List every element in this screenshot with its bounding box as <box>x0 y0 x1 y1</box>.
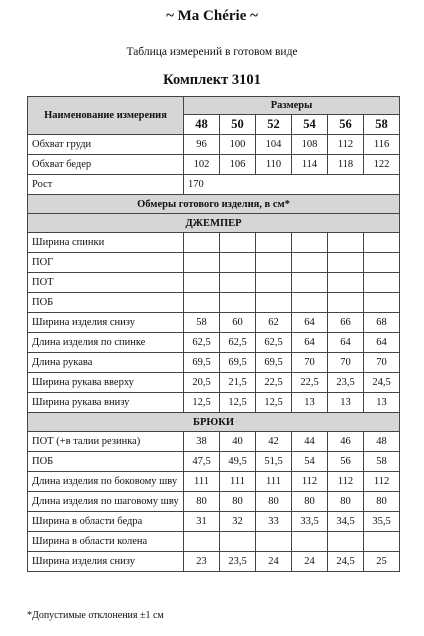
measurement-value: 44 <box>292 432 328 452</box>
measurement-label: Длина изделия по шаговому шву <box>28 492 184 512</box>
measurement-value: 23,5 <box>328 373 364 393</box>
measurement-value: 62,5 <box>256 333 292 353</box>
measurement-label: Длина изделия по боковому шву <box>28 472 184 492</box>
measurement-value <box>220 273 256 293</box>
measurement-value: 42 <box>256 432 292 452</box>
garment-section-header <box>28 195 400 214</box>
measurement-value <box>220 233 256 253</box>
measurement-value <box>184 293 220 313</box>
measurement-value <box>220 532 256 552</box>
product-heading: Комплект 3101 <box>163 72 261 88</box>
trousers-row <box>28 532 400 552</box>
jumper-row <box>28 293 400 313</box>
height-label: Рост <box>28 175 184 195</box>
measurement-value <box>184 273 220 293</box>
measurement-value <box>220 293 256 313</box>
measurement-value: 54 <box>292 452 328 472</box>
measurement-value: 58 <box>364 452 400 472</box>
measurement-value: 48 <box>364 432 400 452</box>
measurement-label: Длина изделия по спинке <box>28 333 184 353</box>
measurement-value: 64 <box>364 333 400 353</box>
measurement-value: 68 <box>364 313 400 333</box>
jumper-section-header: ДЖЕМПЕР <box>28 214 400 233</box>
size-cell: 58 <box>364 115 400 135</box>
jumper-row <box>28 253 400 273</box>
measurement-value: 24,5 <box>364 373 400 393</box>
measurement-value <box>364 233 400 253</box>
measurement-value: 122 <box>364 155 400 175</box>
trousers-row <box>28 552 400 572</box>
measurement-label: Обхват груди <box>28 135 184 155</box>
jumper-row <box>28 373 400 393</box>
measurement-value <box>256 293 292 313</box>
measurement-value <box>184 253 220 273</box>
measurement-value: 22,5 <box>292 373 328 393</box>
jumper-row <box>28 233 400 253</box>
measurement-label: ПОГ <box>28 253 184 273</box>
body-measurement-row <box>28 135 400 155</box>
measurement-value: 22,5 <box>256 373 292 393</box>
measurement-value: 69,5 <box>184 353 220 373</box>
measurement-value: 24 <box>292 552 328 572</box>
measurement-label: ПОБ <box>28 452 184 472</box>
measurement-value: 62,5 <box>184 333 220 353</box>
measurement-value: 112 <box>364 472 400 492</box>
measurement-value: 32 <box>220 512 256 532</box>
measurement-value: 69,5 <box>256 353 292 373</box>
measurement-value: 80 <box>256 492 292 512</box>
trousers-section-header <box>28 413 400 432</box>
measurement-value <box>328 273 364 293</box>
measurement-value <box>184 233 220 253</box>
brand-title: ~ Ma Chérie ~ <box>166 8 258 24</box>
measurement-value: 24,5 <box>328 552 364 572</box>
measurement-value: 80 <box>364 492 400 512</box>
measurement-value: 70 <box>292 353 328 373</box>
measurement-value: 56 <box>328 452 364 472</box>
jumper-row <box>28 333 400 353</box>
measurement-label: Ширина изделия снизу <box>28 552 184 572</box>
measurement-value <box>292 532 328 552</box>
jumper-row <box>28 353 400 373</box>
measurement-value <box>328 293 364 313</box>
body-measurement-row <box>28 155 400 175</box>
measurement-value: 35,5 <box>364 512 400 532</box>
measurement-value <box>184 532 220 552</box>
measurement-value: 80 <box>220 492 256 512</box>
measurement-value: 49,5 <box>220 452 256 472</box>
measurement-value <box>292 293 328 313</box>
size-cell: 56 <box>328 115 364 135</box>
measurement-value <box>256 233 292 253</box>
measurement-value <box>328 532 364 552</box>
size-cell: 50 <box>220 115 256 135</box>
measurement-value: 24 <box>256 552 292 572</box>
measurement-value: 66 <box>328 313 364 333</box>
measurement-value: 108 <box>292 135 328 155</box>
measurement-label: Ширина спинки <box>28 233 184 253</box>
trousers-row <box>28 452 400 472</box>
sizes-header: Размеры <box>184 97 400 115</box>
measurement-value: 80 <box>184 492 220 512</box>
measurement-name-header: Наименование измерения <box>28 97 184 135</box>
measurement-value: 20,5 <box>184 373 220 393</box>
size-cell: 48 <box>184 115 220 135</box>
measurement-value: 62,5 <box>220 333 256 353</box>
measurement-label: Ширина в области колена <box>28 532 184 552</box>
footnote: *Допустимые отклонения ±1 см <box>27 610 164 621</box>
measurement-value: 106 <box>220 155 256 175</box>
measurement-value: 23,5 <box>220 552 256 572</box>
trousers-row <box>28 432 400 452</box>
measurement-value <box>256 253 292 273</box>
measurement-value: 110 <box>256 155 292 175</box>
measurement-value: 31 <box>184 512 220 532</box>
measurement-value: 33,5 <box>292 512 328 532</box>
measurement-value: 114 <box>292 155 328 175</box>
measurement-value: 38 <box>184 432 220 452</box>
height-value: 170 <box>184 175 400 195</box>
measurement-value: 21,5 <box>220 373 256 393</box>
measurement-value: 13 <box>328 393 364 413</box>
jumper-row <box>28 313 400 333</box>
measurement-value: 40 <box>220 432 256 452</box>
measurement-value: 12,5 <box>220 393 256 413</box>
trousers-row <box>28 472 400 492</box>
height-row <box>28 175 400 195</box>
measurement-label: Ширина изделия снизу <box>28 313 184 333</box>
measurement-value: 111 <box>184 472 220 492</box>
measurement-value <box>364 253 400 273</box>
measurement-value: 34,5 <box>328 512 364 532</box>
measurement-value: 69,5 <box>220 353 256 373</box>
measurement-label: Ширина в области бедра <box>28 512 184 532</box>
measurement-value <box>364 532 400 552</box>
measurement-value <box>364 293 400 313</box>
measurement-value: 58 <box>184 313 220 333</box>
measurement-value: 64 <box>292 313 328 333</box>
measurement-label: Ширина рукава внизу <box>28 393 184 413</box>
measurement-value: 118 <box>328 155 364 175</box>
measurement-value: 111 <box>256 472 292 492</box>
measurement-label: ПОТ <box>28 273 184 293</box>
measurement-value <box>256 532 292 552</box>
measurement-label: ПОБ <box>28 293 184 313</box>
measurement-value: 12,5 <box>184 393 220 413</box>
measurement-value: 13 <box>292 393 328 413</box>
jumper-section-header <box>28 214 400 233</box>
measurement-value: 116 <box>364 135 400 155</box>
measurement-value: 12,5 <box>256 393 292 413</box>
measurement-value: 111 <box>220 472 256 492</box>
measurement-value: 23 <box>184 552 220 572</box>
measurement-label: ПОТ (+в талии резинка) <box>28 432 184 452</box>
measurement-value <box>220 253 256 273</box>
jumper-row <box>28 393 400 413</box>
measurement-value: 112 <box>328 472 364 492</box>
trousers-row <box>28 512 400 532</box>
trousers-row <box>28 492 400 512</box>
measurement-value: 51,5 <box>256 452 292 472</box>
measurement-value: 112 <box>292 472 328 492</box>
measurements-table <box>27 96 400 572</box>
measurement-value <box>328 253 364 273</box>
measurement-value <box>292 233 328 253</box>
measurement-value: 70 <box>364 353 400 373</box>
jumper-row <box>28 273 400 293</box>
measurement-value <box>256 273 292 293</box>
measurement-value: 70 <box>328 353 364 373</box>
measurement-value: 33 <box>256 512 292 532</box>
measurement-value: 25 <box>364 552 400 572</box>
measurement-label: Ширина рукава вверху <box>28 373 184 393</box>
measurement-value: 64 <box>292 333 328 353</box>
garment-section-header: Обмеры готового изделия, в см* <box>28 195 400 214</box>
trousers-section-header: БРЮКИ <box>28 413 400 432</box>
measurement-value: 80 <box>328 492 364 512</box>
measurement-value: 100 <box>220 135 256 155</box>
measurement-label: Длина рукава <box>28 353 184 373</box>
measurement-value: 104 <box>256 135 292 155</box>
size-cell: 54 <box>292 115 328 135</box>
measurement-value: 96 <box>184 135 220 155</box>
measurement-value <box>292 273 328 293</box>
measurement-value <box>328 233 364 253</box>
measurement-value <box>292 253 328 273</box>
measurement-label: Обхват бедер <box>28 155 184 175</box>
measurement-value <box>364 273 400 293</box>
measurement-value: 102 <box>184 155 220 175</box>
measurements-table-body <box>28 97 400 572</box>
measurement-value: 60 <box>220 313 256 333</box>
measurement-value: 80 <box>292 492 328 512</box>
measurement-value: 112 <box>328 135 364 155</box>
size-cell: 52 <box>256 115 292 135</box>
measurement-value: 46 <box>328 432 364 452</box>
measurement-value: 13 <box>364 393 400 413</box>
measurement-value: 47,5 <box>184 452 220 472</box>
page-subtitle: Таблица измерений в готовом виде <box>126 46 298 58</box>
measurement-value: 64 <box>328 333 364 353</box>
measurement-value: 62 <box>256 313 292 333</box>
